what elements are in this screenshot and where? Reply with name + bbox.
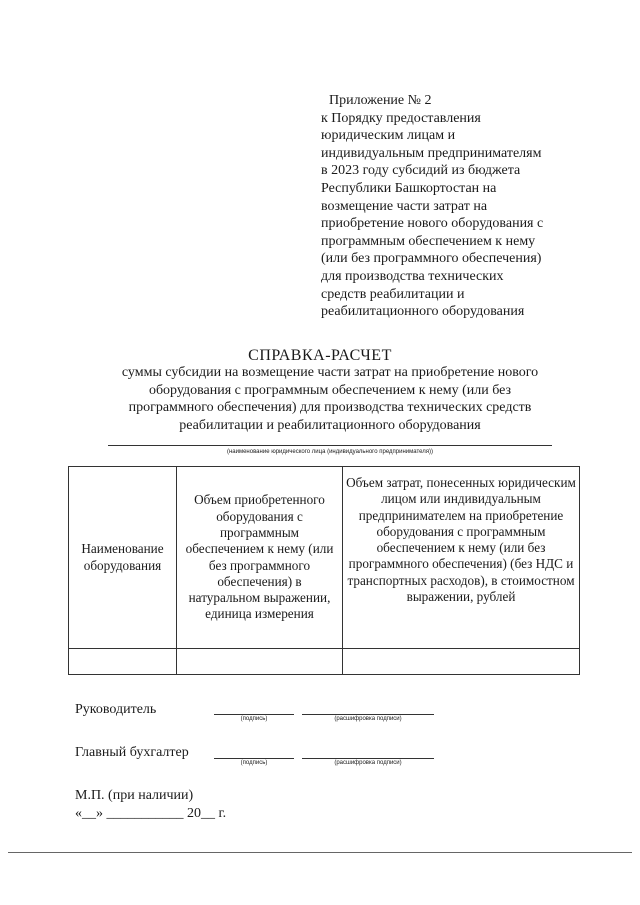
- table-header-row: [69, 467, 580, 649]
- table-cell: [343, 649, 580, 675]
- calculation-table: [68, 466, 580, 675]
- table-cell: [177, 649, 343, 675]
- appendix-line: реабилитационного оборудования: [321, 304, 525, 320]
- accountant-label: Главный бухгалтер: [75, 745, 189, 760]
- accountant-decoding-line: [302, 758, 434, 759]
- appendix-line: для производства технических: [321, 268, 504, 284]
- table-cell: [69, 649, 177, 675]
- appendix-heading: Приложение № 2: [329, 93, 432, 108]
- header-cost-volume: Объем затрат, понесенных юридическим лицом или индивидуальным предпринимателем на приобретение оборудования с программным обеспечением к нему (или без программного обеспечения) (без НДС и транспортных расходов), в стоимостном выражении, рублей: [343, 467, 580, 649]
- org-name-caption: (наименование юридического лица (индивидуального предпринимателя)): [226, 449, 434, 455]
- date-line: «__» ___________ 20__ г.: [75, 806, 227, 821]
- appendix-line: в 2023 году субсидий из бюджета: [321, 163, 521, 179]
- appendix-line: программным обеспечением к нему: [321, 233, 536, 249]
- accountant-signature-caption: (подпись): [240, 760, 268, 766]
- org-name-line: [108, 445, 552, 446]
- accountant-decoding-caption: (расшифровка подписи): [334, 760, 402, 766]
- appendix-block: [321, 92, 591, 321]
- appendix-line: (или без программного обеспечения): [321, 251, 542, 267]
- head-decoding-line: [302, 714, 434, 715]
- table-row: [69, 649, 580, 675]
- header-equipment-name: Наименование оборудования: [69, 467, 177, 649]
- appendix-line: юридическим лицам и: [321, 128, 456, 144]
- head-label: Руководитель: [75, 702, 157, 717]
- appendix-line: Республики Башкортостан на: [321, 180, 497, 196]
- subtitle-line: оборудования с программным обеспечением к нему (или без: [148, 382, 512, 398]
- header-equipment-volume: Объем приобретенного оборудования с программным обеспечением к нему (или без программного обеспечения) в натуральном выражении, единица измерения: [177, 467, 343, 649]
- accountant-signature-line: [214, 758, 294, 759]
- subtitle-line: суммы субсидии на возмещение части затрат на приобретение нового: [121, 365, 539, 380]
- appendix-line: индивидуальным предпринимателям: [321, 145, 542, 161]
- appendix-line: средств реабилитации и: [321, 286, 465, 302]
- appendix-line: приобретение нового оборудования с: [321, 216, 544, 232]
- head-signature-line: [214, 714, 294, 715]
- subtitle-line: программного обеспечения) для производства технических средств: [128, 400, 532, 415]
- subtitle-line: реабилитации и реабилитационного оборудования: [179, 417, 481, 433]
- document-title: СПРАВКА-РАСЧЕТ: [248, 347, 392, 364]
- document-subtitle: [60, 364, 600, 434]
- appendix-line: возмещение части затрат на: [321, 198, 488, 214]
- appendix-line: к Порядку предоставления: [321, 110, 481, 126]
- stamp-label: М.П. (при наличии): [75, 788, 194, 803]
- head-decoding-caption: (расшифровка подписи): [334, 716, 402, 722]
- footer-rule: [8, 852, 632, 853]
- head-signature-caption: (подпись): [240, 716, 268, 722]
